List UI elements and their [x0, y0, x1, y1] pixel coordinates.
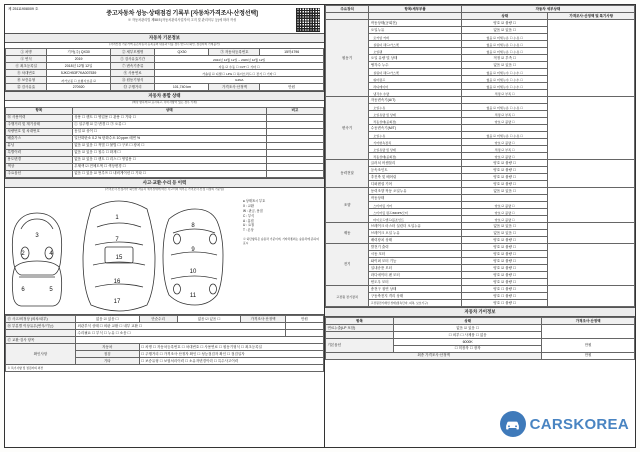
state-value[interactable]: 양호 ☑ 불량 ☐ [461, 244, 548, 251]
part-sublabel: 냉각수 수량 [369, 90, 462, 97]
part-sublabel: 실린더 헤드/가스켓 [369, 69, 462, 76]
row-value[interactable]: 없음 ☑ 있음 ☐ 적법 ☐ 불법 ☐ 구조 ☐ 장치 ☐ [72, 142, 266, 149]
total-unit: 만원 [542, 352, 635, 359]
legend-item: C : 부식 [243, 213, 255, 218]
row-label: 기본옵션 [326, 339, 394, 353]
table-row [326, 244, 635, 251]
condition-table [5, 107, 324, 178]
legend-item: A : 흠집 [243, 218, 254, 223]
row-amount [285, 323, 323, 330]
field-value: 101,740 km [155, 84, 209, 91]
document-number: 제 25111908009 호 [8, 7, 39, 11]
part-label: 오일 유량 및 상태 [369, 55, 462, 62]
table-row [6, 337, 324, 344]
table-row [6, 149, 324, 156]
state-value[interactable]: 양호 ☐ 불량 ☐ [461, 293, 548, 300]
table-header-row [326, 13, 635, 20]
part-label: 디퍼렌셜 기어 [369, 181, 462, 188]
row-label [6, 330, 76, 337]
table-header-row [6, 107, 324, 114]
diagram-label-17: 17 [113, 299, 121, 306]
col-head-item: 항목 [6, 107, 73, 114]
row-value[interactable]: 없음 ☑ 있음 ☐ [75, 316, 139, 323]
table-row [6, 316, 324, 323]
part-sublabel: 오일누유 [369, 104, 462, 111]
left-column [5, 5, 325, 447]
state-value[interactable]: 양호 ☑ 불량 ☐ [461, 174, 548, 181]
table-row [326, 223, 635, 230]
state-value[interactable]: 없음 ☑ 미세누유 ☐ 누유 ☐ [461, 48, 548, 55]
diagram-label-3: 3 [35, 233, 39, 240]
part-sublabel: 스티어링 기어 [369, 202, 462, 209]
field-value: 만원 [260, 84, 324, 91]
part-label: 구동축전지 격리 상태 [369, 293, 462, 300]
state-value[interactable]: 양호 ☑ 불량 ☐ [461, 216, 548, 223]
state-value[interactable]: 양호 ☑ 불량 ☐ [461, 20, 548, 27]
row-value[interactable]: 무채색 ☑ 전체도색 ☐ 색상변경 ☐ [72, 163, 266, 170]
state-value[interactable]: 없음 ☑ 있음 ☐ [461, 27, 548, 34]
header-subtitle: ※ 자동차관리법 제58조(자동차관리사업자의 고지 및 관리의무 등)에 따라 작성 [127, 18, 237, 22]
row-value[interactable]: ① 실주행 ☑ ② 변경 ☐ ③ 오류 ☐ [72, 121, 266, 128]
table-row [6, 330, 324, 337]
field-label: ⑩ 보증유형 [6, 77, 47, 84]
part-sublabel: 라디에이터 [369, 83, 462, 90]
part-label: 작동상태 [369, 195, 462, 202]
inspection-sheet [4, 4, 636, 448]
diagram-label-16: 16 [113, 279, 121, 286]
part-label: 자동변속기(A/T) [369, 97, 462, 104]
row-value[interactable]: ☐ 미장착 ☐ 장착 [393, 345, 541, 352]
table-row [326, 20, 635, 27]
col-head-note: 비고 [266, 107, 323, 114]
row-label: ⑭ 사용이력 [6, 114, 73, 121]
row-value [75, 337, 323, 344]
field-label: ⑨ 사용연료 [110, 70, 155, 77]
state-value[interactable]: 양호 ☑ 불량 ☐ [461, 251, 548, 258]
row-value[interactable]: 없음 ☐ 있음 ☑ 썬루프 ☐ 내비게이션 ☐ 기타 ☐ [72, 170, 266, 177]
row-value[interactable]: 수리필요 ☐ 부식 ☐ 누유 ☐ 소음 ☐ [75, 330, 285, 337]
field-label: 가격조사·산정액 [209, 84, 260, 91]
col-head-system: 주요장치 [326, 6, 369, 13]
table-row [326, 188, 635, 195]
price-note[interactable] [548, 188, 635, 223]
table-row [6, 49, 324, 56]
row-note [266, 128, 323, 135]
part-sublabel: 오일유량 및 상태 [369, 111, 462, 118]
row-value[interactable]: 외관부식 상태 ☐ 외판 교환 ☐ 내부 교환 ☐ [75, 323, 285, 330]
part-sublabel: 실린더 헤드/가스켓 [369, 41, 462, 48]
state-value[interactable]: 없음 ☑ 미세누유 ☐ 누유 ☐ [461, 104, 548, 111]
part-label: 발전기 출력 [369, 244, 462, 251]
col-head-state: 상태 [72, 107, 266, 114]
state-value[interactable]: 양호 ☐ 불량 ☐ [461, 300, 548, 307]
field-label: ⑦ 변속기종류 [110, 63, 155, 70]
diagram-label-8: 8 [191, 223, 195, 230]
table-row [6, 70, 324, 77]
field-value: 2018년 12월 12일 [47, 63, 111, 70]
price-note[interactable] [548, 20, 635, 97]
basic-info-note: (사격산정 기준가액 등은자동차 등록증의 내용과 다를 경우 반드시 확인, 점검자의 기재불가) [109, 42, 220, 46]
state-value[interactable]: 양호 ☑ 불량 ☐ [461, 160, 548, 167]
col-head-amount: 가격조사·산정액 [542, 318, 635, 325]
diagram-label-6: 6 [21, 287, 25, 294]
row-label: 차량번호 및 차대번호 [6, 128, 73, 135]
row-note [266, 114, 323, 121]
accident-band: 사고·교환·수리 등 이력 [5, 178, 324, 188]
diagram-label-5: 5 [49, 287, 53, 294]
row-label [326, 332, 394, 339]
check-value[interactable]: ☐ 보증유형 ☐ 보험처리이력 ☐ 소유자변경이력 ☐ 특수사고이력 [139, 358, 323, 365]
fuel-band: 자동차 가이정보 [325, 307, 635, 317]
part-label: 수동변속기(M/T) [369, 125, 462, 132]
state-value[interactable]: 없음 ☑ 미세누수 ☐ 누수 ☐ [461, 76, 548, 83]
part-label: 추진축 및 베어링 [369, 174, 462, 181]
row-label: 용도변경 [6, 156, 73, 163]
state-value[interactable]: 적정 ☑ 부족 ☐ [461, 146, 548, 153]
accident-note: (가격조사·산정자가 확인한 자동차 세부상태에 따른 사고이력 여부는 가격조사·산정 시점의 기준임) [105, 186, 224, 191]
fuel-table [325, 317, 635, 360]
field-label: ① 차명 [6, 49, 47, 56]
table-row [6, 365, 324, 372]
part-label: 실내송풍 모터 [369, 265, 462, 272]
document-header [5, 5, 324, 33]
table-row [6, 121, 324, 128]
price-note[interactable] [548, 223, 635, 244]
col-head-price: 가격조사·산정액 및 특기사항 [548, 13, 635, 20]
state-value[interactable]: 양호 ☑ 불량 ☐ [461, 202, 548, 209]
diagram-label-7: 7 [115, 237, 119, 244]
col-head-spacer2 [369, 13, 462, 20]
field-value[interactable]: 자가보증 ☐ 보험사보증 ☑ [47, 77, 111, 84]
row-value[interactable]: ☐ 외부 ☐ 사제품 ☐ 없음 [393, 332, 541, 339]
row-value: 일산화탄소 0.2 % 탄화수소 10 ppm 매연 % [72, 135, 266, 142]
row-sublabel: 단순수리 [139, 316, 177, 323]
field-label: ③ 자동차등록번호 [209, 49, 260, 56]
state-value[interactable]: 양호 ☑ 불량 ☐ [461, 181, 548, 188]
table-row [6, 170, 324, 177]
state-value[interactable]: 양호 ☑ 불량 ☐ [461, 209, 548, 216]
part-sublabel: 로커암 커버 [369, 34, 462, 41]
row-label: 배출가스 [6, 135, 73, 142]
state-value[interactable]: 양호 ☑ 불량 ☐ [461, 153, 548, 160]
row-value[interactable]: 없음 ☑ 있음 ☐ [177, 316, 241, 323]
state-value [461, 195, 548, 202]
basic-info-table [5, 48, 324, 91]
state-value[interactable]: 없음 ☑ 미세누수 ☐ 누수 ☐ [461, 83, 548, 90]
legend-title: ● 상태표시 부호 [243, 199, 266, 204]
check-key: 자동차 [75, 344, 139, 351]
table-row [6, 135, 324, 142]
row-note [266, 135, 323, 142]
diagram-label-4: 4 [49, 251, 53, 258]
row-value[interactable]: 상용 ☐ 렌트 ☐ 영업용 ☐ 관용 ☐ 기타 ☐ [72, 114, 266, 121]
diagram-label-15: 15 [115, 255, 123, 262]
field-label: ⑫ 검사유효 [6, 84, 47, 91]
row-value[interactable]: 동일 ☑ 상이 ☐ [72, 128, 266, 135]
table-row [6, 323, 324, 330]
price-note[interactable] [548, 244, 635, 286]
system-name: 고전원 전기장치 [326, 286, 369, 307]
field-label: ② 세부모델명 [110, 49, 155, 56]
part-sublabel: 워터펌프 [369, 76, 462, 83]
field-label: ⑬ 주행거리 [110, 84, 155, 91]
state-value[interactable]: 없음 ☑ 있음 ☐ [461, 223, 548, 230]
table-row [326, 160, 635, 167]
state-value[interactable]: 적정 ☑ 부족 ☐ [461, 111, 548, 118]
row-amount [542, 325, 635, 339]
state-value[interactable]: 양호 ☑ 불량 ☐ [461, 272, 548, 279]
state-value[interactable]: 없음 ☑ 있음 ☐ [461, 62, 548, 69]
col-head-state: 상태 [461, 13, 548, 20]
table-row [6, 163, 324, 170]
row-label: 주요옵션 [6, 170, 73, 177]
price-note[interactable] [548, 97, 635, 160]
carskorea-logo [500, 411, 629, 437]
qr-code-icon [295, 7, 321, 33]
row-label: 특별이력 [6, 149, 73, 156]
car-glyph-icon [504, 416, 521, 433]
col-head-part: 항목/세부부품 [369, 6, 462, 13]
bottom-summary-table [5, 315, 324, 372]
vehicle-damage-diagram [5, 193, 324, 315]
row-value[interactable]: 없음 ☑ 있음 ☐ [393, 325, 541, 332]
check-key: 점검 [75, 351, 139, 358]
row-note [266, 170, 323, 177]
state-value[interactable]: 적정 ☑ 부족 ☐ [461, 55, 548, 62]
diagram-label-9: 9 [191, 247, 195, 254]
table-row [326, 325, 635, 332]
footer-note: ※ 특기사항 및 점검자의 의견 [6, 365, 324, 372]
part-label: 작동상태(공회전) [369, 20, 462, 27]
field-label: ⑤ 검사유효기간 [110, 56, 155, 63]
part-label: 고전원전기배선 상태(접속단자, 피복, 보호기구) [369, 300, 462, 307]
basic-info-band: 자동차 기본정보 [5, 33, 324, 43]
part-label: 와이퍼 모터 기능 [369, 258, 462, 265]
table-row [326, 97, 635, 104]
state-value[interactable]: 적정 ☑ 부족 ☐ [461, 90, 548, 97]
field-value: G4NA [155, 77, 324, 84]
field-value: 270920 [47, 84, 111, 91]
row-note [266, 156, 323, 163]
row-label: 색상 [6, 163, 73, 170]
legend-note: ※ 하단항목은 승용차 기준이며, 기타차종의는 승용차에 준하여 표시 [243, 237, 319, 246]
state-value[interactable]: 없음 ☑ 미세누수 ☐ 누수 ☐ [461, 69, 548, 76]
row-value[interactable]: 없음 ☑ 있음 ☐ 침수 ☐ 화재 ☐ [72, 149, 266, 156]
state-value[interactable]: 양호 ☑ 불량 ☐ [461, 279, 548, 286]
row-label: 주행거리 및 계기상태 [6, 121, 73, 128]
field-value[interactable]: 가솔린 ☑ 디젤 ☐ LPG ☐ 하이브리드 ☐ 전기 ☐ 기타 ☐ [155, 70, 324, 77]
state-value[interactable]: 없음 ☑ 미세누유 ☐ 누유 ☐ [461, 41, 548, 48]
part-label: 냉각수 누수 [369, 62, 462, 69]
row-label: ⑰ 교환·검사 항목 [6, 337, 76, 344]
state-value[interactable]: 없음 ☑ 미세누유 ☐ 누유 ☐ [461, 132, 548, 139]
page-title: 중고자동차 성능·상태점검 기록부 [자동차가격조사·산정선택] [106, 11, 258, 17]
state-value[interactable]: 없음 ☑ 미세누유 ☐ 누유 ☐ [461, 34, 548, 41]
legend-item: X : 교환 [243, 204, 254, 209]
system-name: 동력전달 [326, 160, 369, 188]
diagram-label-1: 1 [115, 215, 119, 222]
car-diagram-svg [5, 193, 230, 313]
legend-item: U : 요철 [243, 223, 255, 228]
row-amount: 만원 [542, 339, 635, 353]
part-label: 시동 모터 [369, 251, 462, 258]
part-sublabel: 오일유량 및 상태 [369, 146, 462, 153]
col-head-spacer [326, 13, 369, 20]
legend-item: T : 손상 [243, 228, 254, 233]
check-header: 확인사항 [6, 344, 76, 365]
system-name: 원동기 [326, 20, 369, 97]
state-value[interactable]: 없음 ☑ 있음 ☐ [461, 188, 548, 195]
field-label: ⑪ 원동기형식 [110, 77, 155, 84]
row-note [266, 163, 323, 170]
part-sublabel: 오일누유 [369, 132, 462, 139]
row-note-label: 가격조사·산정액 [241, 316, 286, 323]
diagram-label-2: 2 [21, 251, 25, 258]
part-sublabel: 작동상태(공회전) [369, 153, 462, 160]
field-value: 15머4796 [260, 49, 324, 56]
system-name: 조향 [326, 188, 369, 223]
row-note [266, 121, 323, 128]
logo-text: CARSKOREA [529, 415, 629, 433]
row-note [266, 149, 323, 156]
state-value[interactable]: 양호 ☑ 불량 ☐ [461, 265, 548, 272]
state-value[interactable]: 양호 ☑ 불량 ☐ [461, 118, 548, 125]
part-label: 브레이크 마스터 실린더 오일누유 [369, 223, 462, 230]
table-header-row [326, 318, 635, 325]
state-value[interactable]: 양호 ☑ 불량 ☐ [461, 167, 548, 174]
field-label: ⑧ 차대번호 [6, 70, 47, 77]
row-note [266, 142, 323, 149]
part-label: 브레이크 오일 누유 [369, 230, 462, 237]
system-name: 전기 [326, 244, 369, 286]
part-label: 클러치 어셈블리 [369, 160, 462, 167]
system-name: 변속기 [326, 97, 369, 160]
part-label: 배력장치 상태 [369, 237, 462, 244]
table-header-row [326, 6, 635, 13]
diagram-label-11: 11 [189, 293, 197, 300]
field-value: 2024년 12월 12일 ~ 2026년 12월 12일 [155, 56, 324, 63]
state-value[interactable]: 양호 ☑ 불량 ☐ [461, 258, 548, 265]
table-row [6, 128, 324, 135]
mechanical-table [325, 5, 635, 307]
table-row [6, 114, 324, 121]
table-row [326, 286, 635, 293]
state-value [461, 97, 548, 104]
row-label: 튜닝 [6, 142, 73, 149]
condition-band: 자동차 종합 상태 [5, 91, 324, 101]
check-key: 기타 [75, 358, 139, 365]
col-head-state: 상태 [393, 318, 541, 325]
row-label: 연료누출(LP 포함) [326, 325, 394, 332]
row-value[interactable]: 없음 ☑ 있음 ☐ 렌트 ☐ 리스 ☐ 영업용 ☐ [72, 156, 266, 163]
part-sublabel: 작동상태(공회전) [369, 118, 462, 125]
part-sublabel: 오일팬 [369, 48, 462, 55]
col-head-item: 항목 [326, 318, 394, 325]
check-value[interactable]: ☐ 차명 ☐ 자동차등록번호 ☐ 차대번호 ☐ 사용연료 ☐ 원동기형식 ☐ 최초등록일 [139, 344, 323, 351]
table-row [6, 56, 324, 63]
field-value: 2019 [47, 56, 111, 63]
table-row [6, 63, 324, 70]
price-note[interactable] [548, 286, 635, 307]
total-label: 최종 가격조사·산정액 [326, 352, 542, 359]
system-name: 제동 [326, 223, 369, 244]
part-sublabel: 타이로드엔드/볼조인트 [369, 216, 462, 223]
part-sublabel: 기어변속장치 [369, 139, 462, 146]
table-row [6, 142, 324, 149]
state-value[interactable]: 없음 ☑ 있음 ☐ [461, 230, 548, 237]
part-label: 등속조인트 [369, 167, 462, 174]
part-label: 라디에이터 팬 모터 [369, 272, 462, 279]
diagram-label-10: 10 [189, 269, 197, 276]
table-row [326, 352, 635, 359]
state-value[interactable]: 양호 ☑ 불량 ☐ [461, 237, 548, 244]
row-value: 6000K [393, 339, 541, 346]
field-value: 5JKCH53F7KA007539 [47, 70, 111, 77]
price-note[interactable] [548, 160, 635, 188]
field-value: QX30 [155, 49, 209, 56]
condition-note: (해당 항목에 ☑ 표시하고, 특이사항이 있는 경우 기재) [132, 100, 197, 105]
part-label: 윈도우 모터 [369, 279, 462, 286]
state-value [461, 125, 548, 132]
car-logo-icon [500, 411, 526, 437]
row-amount [285, 330, 323, 337]
state-value[interactable]: 양호 ☑ 불량 ☐ [461, 139, 548, 146]
table-row [6, 344, 324, 351]
diagram-legend [243, 199, 321, 245]
part-label: 오일누유 [369, 27, 462, 34]
table-row [6, 156, 324, 163]
part-label: 동력조향 작동 오일누유 [369, 188, 462, 195]
table-row [6, 84, 324, 91]
part-label: 충전구 절연 상태 [369, 286, 462, 293]
part-sublabel: 스티어링 펌프/MDPS모터 [369, 209, 462, 216]
legend-item: W : 판금, 용접 [243, 209, 263, 214]
col-head-detail: 자동차 세부상태 [461, 6, 634, 13]
field-value: 기아(주) QX30 [47, 49, 111, 56]
field-value[interactable]: 자동 ☑ 수동 ☐ CVT ☐ 기타 ☐ [155, 63, 324, 70]
right-column [325, 5, 635, 447]
state-value[interactable]: 양호 ☐ 불량 ☐ [461, 286, 548, 293]
table-row [6, 77, 324, 84]
row-label: ⑯ 부분별 이상유무(연식/기능) [6, 323, 76, 330]
row-amount: 만원 [285, 316, 323, 323]
field-label: ④ 연식 [6, 56, 47, 63]
check-value[interactable]: ☐ 주행거리 ☐ 가격조사·산정자 확인 ☐ 성능점검자 확인 ☐ 점검일자 [139, 351, 323, 358]
row-label: ⑮ 사고/비정상 (외차/내부) [6, 316, 76, 323]
field-label: ⑥ 최초등록일 [6, 63, 47, 70]
